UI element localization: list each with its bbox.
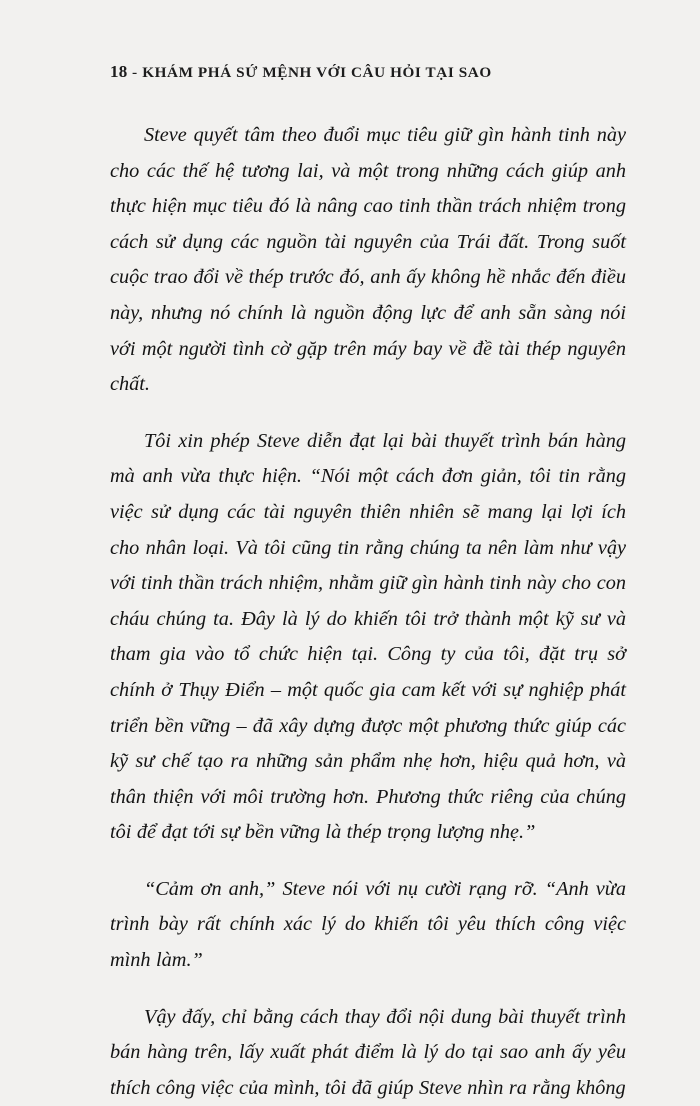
page-header xyxy=(110,62,626,82)
paragraph: Tôi xin phép Steve diễn đạt lại bài thuyết trình bán hàng mà anh vừa thực hiện. “Nói một cách đơn giản, tôi tin rằng việc sử dụng các tài nguyên thiên nhiên sẽ mang lại lợi ích cho nhân loại. Và tôi cũng tin rằng chúng ta nên làm như vậy với tinh thần trách nhiệm, nhằm giữ gìn hành tinh này cho con cháu chúng ta. Đây là lý do khiến tôi trở thành một kỹ sư và tham gia vào tổ chức hiện tại. Công ty của tôi, đặt trụ sở chính ở Thụy Điển – một quốc gia cam kết với sự nghiệp phát triển bền vững – đã xây dựng được một phương thức giúp các kỹ sư chế tạo ra những sản phẩm nhẹ hơn, hiệu quả hơn, và thân thiện với môi trường hơn. Phương thức riêng của chúng tôi để đạt tới sự bền vững là thép trọng lượng nhẹ.” xyxy=(110,429,626,844)
running-title: KHÁM PHÁ SỨ MỆNH VỚI CÂU HỎI TẠI SAO xyxy=(142,64,492,81)
page-number: 18 xyxy=(110,62,128,81)
paragraph: Vậy đấy, chỉ bằng cách thay đổi nội dung bài thuyết trình bán hàng trên, lấy xuất phát điểm là lý do tại sao anh ấy yêu thích công việc của mình, tôi đã giúp Steve nhìn ra rằng không xyxy=(110,1005,626,1099)
paragraph: “Cảm ơn anh,” Steve nói với nụ cười rạng rỡ. “Anh vừa trình bày rất chính xác lý do khiến tôi yêu thích công việc mình làm.” xyxy=(110,877,626,972)
paragraph: Steve quyết tâm theo đuổi mục tiêu giữ gìn hành tinh này cho các thế hệ tương lai, và một trong những cách giúp anh thực hiện mục tiêu đó là nâng cao tinh thần trách nhiệm trong cách sử dụng các nguồn tài nguyên của Trái đất. Trong suốt cuộc trao đổi về thép trước đó, anh ấy không hề nhắc đến điều này, nhưng nó chính là nguồn động lực để anh sẵn sàng nói với một người tình cờ gặp trên máy bay về đề tài thép nguyên chất. xyxy=(110,124,626,396)
header-separator: - xyxy=(132,64,138,81)
body-text xyxy=(110,118,626,1106)
